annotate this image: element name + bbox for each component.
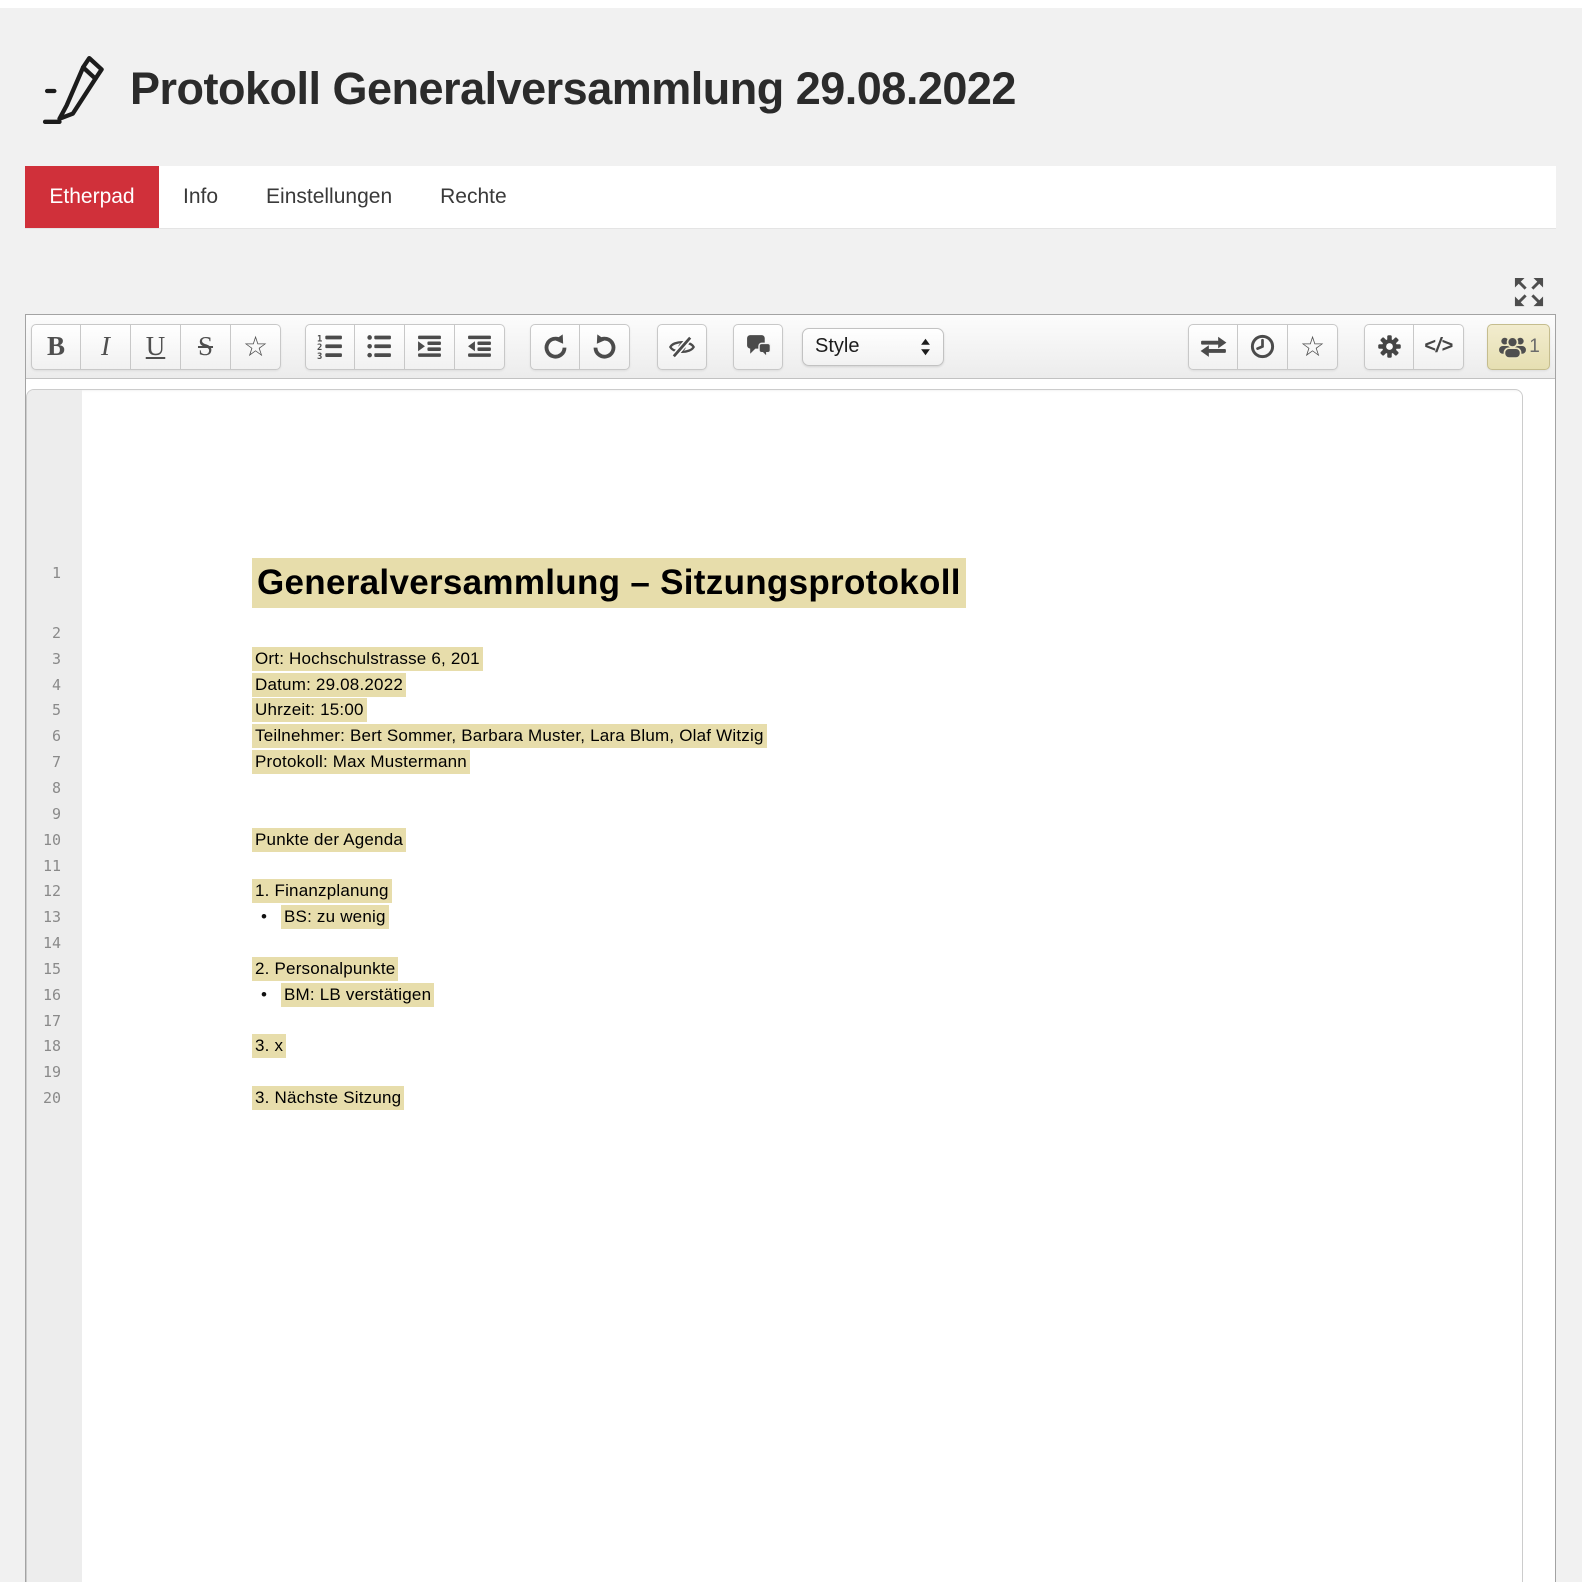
- redo-icon: [591, 333, 618, 360]
- ordered-list-icon: [317, 333, 344, 360]
- outdent-button[interactable]: [455, 324, 505, 370]
- editor-lines[interactable]: [27, 390, 1522, 1111]
- line-number: 19: [42, 1063, 61, 1082]
- list-button-group: [305, 324, 505, 370]
- users-count-badge: 1: [1529, 335, 1540, 357]
- line-number: 16: [42, 985, 61, 1004]
- comment-button[interactable]: [733, 324, 783, 370]
- settings-button[interactable]: [1364, 324, 1414, 370]
- line-text[interactable]: BS: zu wenig: [281, 905, 389, 929]
- users-icon: [1497, 334, 1528, 359]
- clear-authorship-button[interactable]: [657, 324, 707, 370]
- svg-text:1: 1: [316, 334, 322, 345]
- top-strip: [0, 0, 1582, 8]
- code-icon: </>: [1424, 335, 1453, 357]
- editor-line-19[interactable]: [27, 1059, 1522, 1085]
- bullet-marker: •: [261, 907, 268, 927]
- indent-button[interactable]: [405, 324, 455, 370]
- line-content[interactable]: [82, 1086, 404, 1110]
- line-text[interactable]: Uhrzeit: 15:00: [252, 698, 367, 722]
- line-text[interactable]: Protokoll: Max Mustermann: [252, 750, 470, 774]
- editor-line-16[interactable]: [27, 982, 1522, 1008]
- redo-button[interactable]: [580, 324, 630, 370]
- timeslider-button[interactable]: [1238, 324, 1288, 370]
- line-content[interactable]: [82, 828, 406, 852]
- editor-line-15[interactable]: [27, 956, 1522, 982]
- line-content[interactable]: [82, 673, 406, 697]
- underline-button[interactable]: [131, 324, 181, 370]
- bullet-marker: •: [261, 984, 268, 1004]
- line-content[interactable]: [82, 957, 398, 981]
- editor-line-20[interactable]: [27, 1085, 1522, 1111]
- line-number: 4: [51, 675, 61, 694]
- save-star-icon: ☆: [1299, 329, 1326, 363]
- line-number: 14: [42, 934, 61, 953]
- page-title: Protokoll Generalversammlung 29.08.2022: [130, 63, 1016, 114]
- favorite-button[interactable]: [231, 324, 281, 370]
- undo-icon: [542, 333, 569, 360]
- format-button-group: [31, 324, 281, 370]
- line-content[interactable]: [82, 905, 389, 929]
- editor-line-14[interactable]: [27, 930, 1522, 956]
- gear-icon: [1376, 333, 1403, 360]
- pencil-icon: [42, 52, 116, 130]
- pad-page[interactable]: [26, 389, 1523, 1582]
- editor-line-1[interactable]: [27, 558, 1522, 620]
- outdent-icon: [466, 333, 493, 360]
- line-number: 8: [51, 778, 61, 797]
- line-number: 10: [42, 830, 61, 849]
- line-number: 11: [42, 856, 61, 875]
- line-text[interactable]: Generalversammlung – Sitzungsprotokoll: [252, 558, 966, 608]
- underline-icon: U: [145, 331, 166, 361]
- import-export-button[interactable]: [1188, 324, 1238, 370]
- undo-button[interactable]: [530, 324, 580, 370]
- editor-container: [25, 314, 1556, 1582]
- tab-rechte[interactable]: Rechte: [440, 185, 507, 208]
- line-number: 18: [42, 1037, 61, 1056]
- line-number: 13: [42, 908, 61, 927]
- editor-line-18[interactable]: [27, 1034, 1522, 1060]
- history-button-group: [530, 324, 630, 370]
- tabbar: [25, 166, 1556, 229]
- save-revision-button[interactable]: [1288, 324, 1338, 370]
- editor-line-9[interactable]: [27, 801, 1522, 827]
- svg-text:2: 2: [316, 343, 322, 354]
- line-number: 9: [51, 804, 61, 823]
- editor-toolbar: [26, 315, 1555, 379]
- line-content[interactable]: [82, 698, 367, 722]
- app-header: [0, 8, 1582, 166]
- line-text[interactable]: BM: LB verstätigen: [281, 983, 434, 1007]
- tab-etherpad[interactable]: Etherpad: [25, 166, 159, 228]
- eye-off-icon: [668, 333, 696, 361]
- line-number: 3: [51, 649, 61, 668]
- style-dropdown[interactable]: [802, 328, 944, 366]
- editor-line-11[interactable]: [27, 853, 1522, 879]
- line-number: 5: [51, 701, 61, 720]
- line-text[interactable]: 2. Personalpunkte: [252, 957, 398, 981]
- editor-line-3[interactable]: [27, 646, 1522, 672]
- editor-line-12[interactable]: [27, 878, 1522, 904]
- editor-line-17[interactable]: [27, 1008, 1522, 1034]
- line-number: 7: [51, 753, 61, 772]
- fullscreen-expand-icon[interactable]: [1511, 274, 1547, 310]
- clock-icon: [1249, 333, 1276, 360]
- line-content[interactable]: [82, 647, 483, 671]
- line-number: 1: [51, 564, 61, 582]
- line-content[interactable]: [82, 983, 434, 1007]
- editor-line-8[interactable]: [27, 775, 1522, 801]
- unordered-list-button[interactable]: [355, 324, 405, 370]
- indent-icon: [416, 333, 443, 360]
- line-content[interactable]: [82, 558, 966, 608]
- star-outline-icon: ☆: [242, 329, 269, 363]
- comment-bubble-icon: [745, 334, 772, 359]
- unordered-list-icon: [366, 333, 393, 360]
- editor-line-4[interactable]: [27, 672, 1522, 698]
- ordered-list-button[interactable]: [305, 324, 355, 370]
- line-text[interactable]: 3. x: [252, 1034, 286, 1058]
- svg-text:3: 3: [316, 351, 322, 360]
- editor-line-13[interactable]: [27, 904, 1522, 930]
- line-number: 6: [51, 727, 61, 746]
- bold-icon: B: [46, 331, 65, 361]
- line-text[interactable]: Punkte der Agenda: [252, 828, 406, 852]
- line-number: 15: [42, 959, 61, 978]
- bold-button[interactable]: [31, 324, 81, 370]
- embed-button[interactable]: [1414, 324, 1464, 370]
- line-number: 17: [42, 1011, 61, 1030]
- share-history-button-group: [1188, 324, 1338, 370]
- editor-line-2[interactable]: [27, 620, 1522, 646]
- connected-users-button[interactable]: [1487, 324, 1550, 370]
- line-text[interactable]: 1. Finanzplanung: [252, 879, 392, 903]
- settings-button-group: [1364, 324, 1464, 370]
- comment-button-group: [733, 324, 783, 370]
- tab-einstellungen[interactable]: Einstellungen: [266, 185, 393, 208]
- line-text[interactable]: 3. Nächste Sitzung: [252, 1086, 404, 1110]
- style-dropdown-value: Style: [815, 335, 860, 357]
- line-text[interactable]: Teilnehmer: Bert Sommer, Barbara Muster, Lara Blum, Olaf Witzig: [252, 724, 767, 748]
- line-number: 2: [51, 623, 61, 642]
- authorship-button-group: [657, 324, 707, 370]
- line-text[interactable]: Datum: 29.08.2022: [252, 673, 406, 697]
- italic-button[interactable]: [81, 324, 131, 370]
- editor-line-6[interactable]: [27, 723, 1522, 749]
- editor-line-5[interactable]: [27, 698, 1522, 724]
- line-number: 20: [42, 1089, 61, 1108]
- select-arrows-icon: [920, 338, 931, 356]
- pad-outer: [26, 379, 1555, 1582]
- line-content[interactable]: [82, 750, 470, 774]
- line-content[interactable]: [82, 724, 767, 748]
- strikethrough-icon: S: [197, 331, 214, 361]
- tab-info[interactable]: Info: [183, 185, 219, 208]
- strikethrough-button[interactable]: [181, 324, 231, 370]
- swap-arrows-icon: [1198, 334, 1229, 359]
- italic-icon: I: [101, 331, 110, 361]
- line-content[interactable]: [82, 1034, 286, 1058]
- line-number: 12: [42, 882, 61, 901]
- line-content[interactable]: [82, 879, 392, 903]
- line-text[interactable]: Ort: Hochschulstrasse 6, 201: [252, 647, 483, 671]
- editor-line-7[interactable]: [27, 749, 1522, 775]
- editor-line-10[interactable]: [27, 827, 1522, 853]
